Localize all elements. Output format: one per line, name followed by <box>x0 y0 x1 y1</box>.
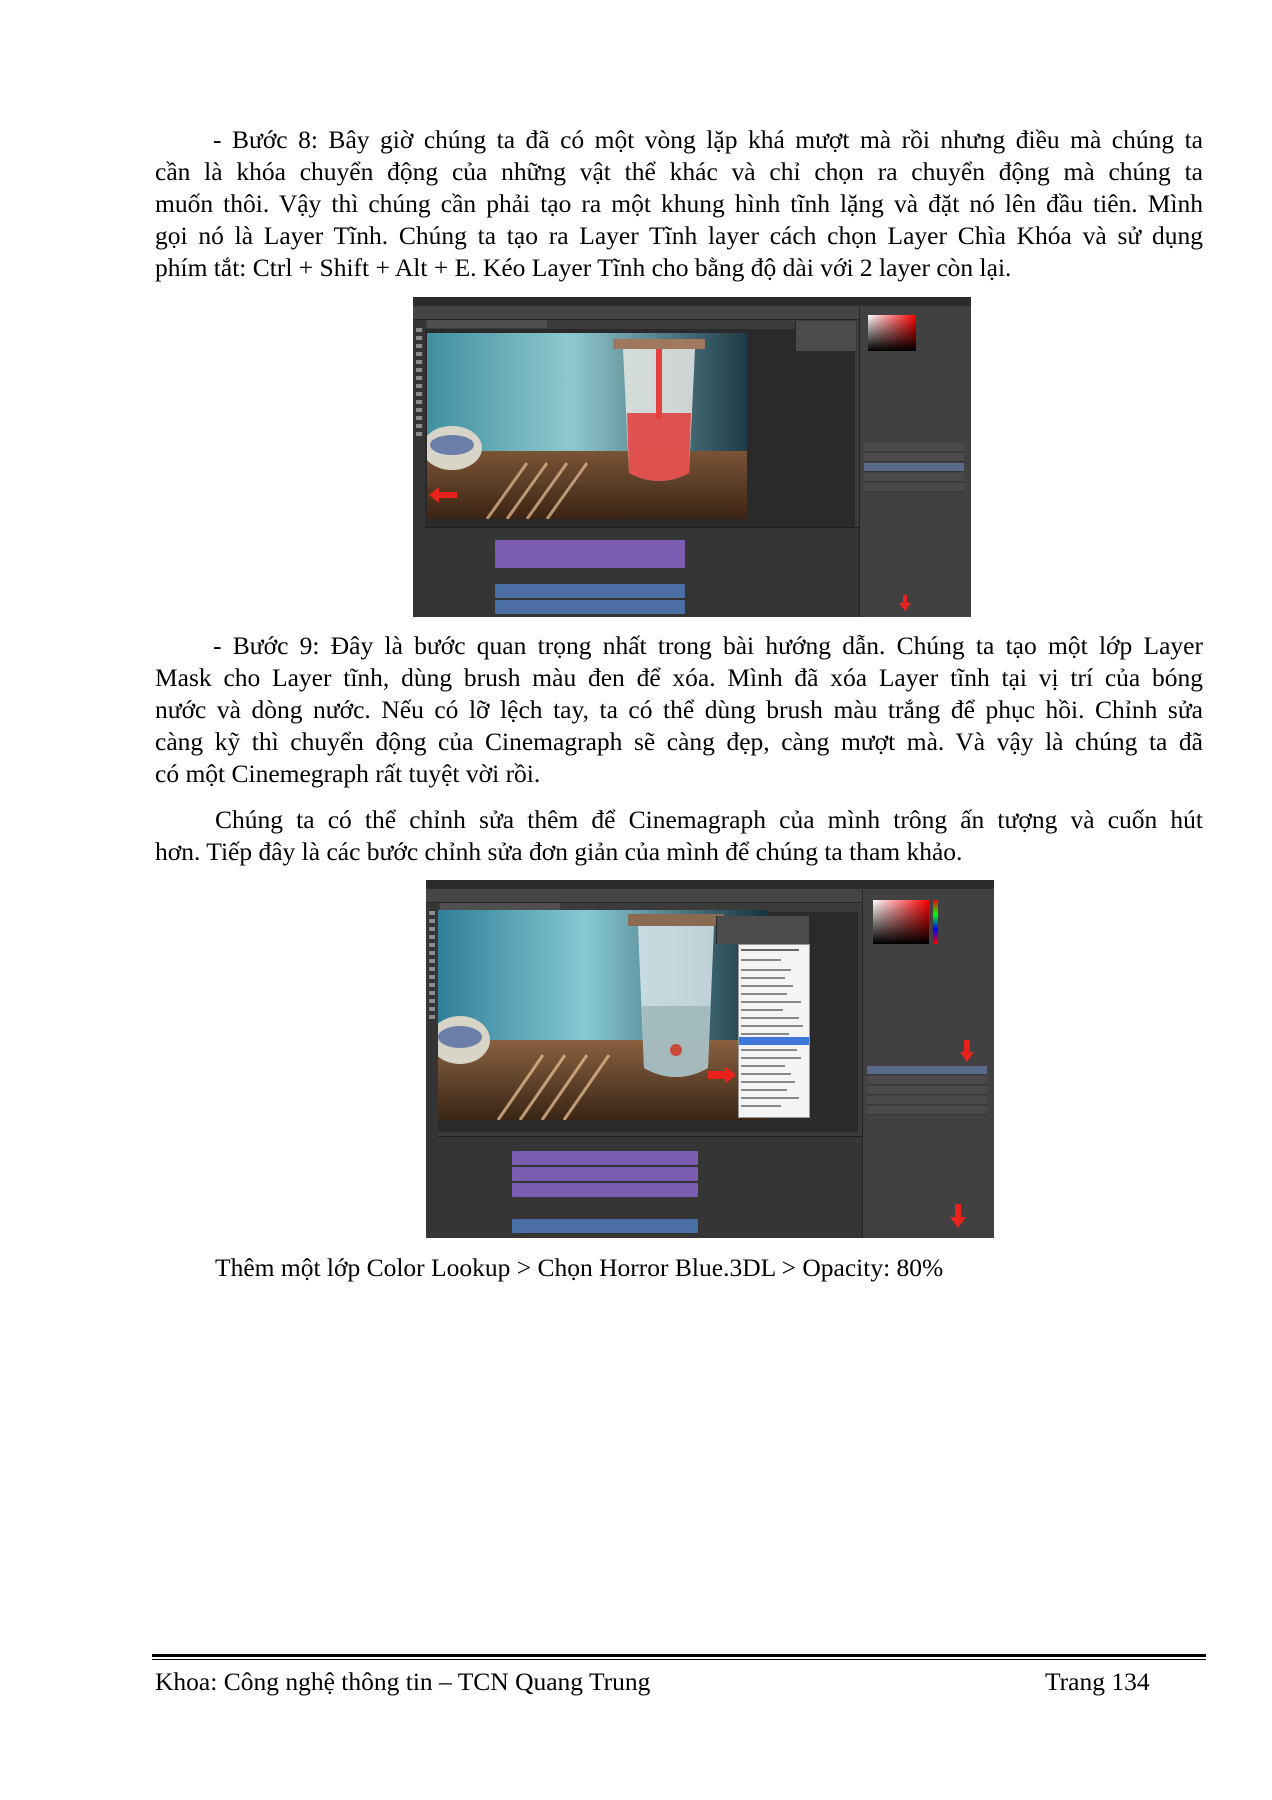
right-panel <box>862 890 994 1238</box>
properties-panel <box>716 916 809 944</box>
step8-line-2: cần là khóa chuyển động của những vật thể khác và chỉ chọn ra chuyển động mà chúng ta <box>155 157 1203 186</box>
tea-photo <box>427 333 747 519</box>
toolbox <box>426 903 438 1238</box>
step9-line-2: Mask cho Layer tĩnh, dùng brush màu đen để xóa. Mình đã xóa Layer tĩnh tại vị trí của bóng <box>155 663 1203 692</box>
track-layer-tinh <box>495 540 685 554</box>
track-layer-2 <box>512 1183 698 1197</box>
footer-rule <box>152 1654 1206 1657</box>
color-lookup-dropdown[interactable] <box>738 944 810 1118</box>
timeline-panel <box>438 1136 862 1238</box>
toolbox <box>413 320 425 617</box>
step8-line-3: muốn thôi. Vậy thì chúng cần phải tạo ra một khung hình tĩnh lặng và đặt nó lên đầu tiên. Mình <box>155 189 1203 218</box>
red-arrow-right-icon <box>708 1066 736 1084</box>
color-picker <box>863 898 994 958</box>
extra-paragraph <box>155 804 1203 868</box>
step9-line-1: - Bước 9: Đây là bước quan trọng nhất trong bài hướng dẫn. Chúng ta tạo một lớp Layer <box>213 631 1203 660</box>
track-layer-1 <box>512 1167 698 1181</box>
right-panel <box>859 307 971 617</box>
timeline-panel <box>425 527 859 617</box>
step9-line-5: có một Cinemegraph rất tuyệt vời rồi. <box>155 759 541 788</box>
step8-line-5: phím tắt: Ctrl + Shift + Alt + E. Kéo Layer Tĩnh cho bằng độ dài với 2 layer còn lại. <box>155 253 1012 282</box>
step9-line-4: càng kỹ thì chuyển động của Cinemagraph sẽ càng đẹp, càng mượt mà. Và vậy là chúng ta đã <box>155 727 1203 756</box>
footer-department: Khoa: Công nghệ thông tin – TCN Quang Trung <box>155 1667 651 1696</box>
step9-paragraph <box>155 630 1203 790</box>
footer-rule-thin <box>152 1659 1206 1660</box>
footer-page-number: Trang 134 <box>1045 1667 1150 1696</box>
step8-line-4: gọi nó là Layer Tĩnh. Chúng ta tạo ra Layer Tĩnh layer cách chọn Layer Chìa Khóa và sử dụng <box>155 221 1203 250</box>
history-panel <box>795 321 856 351</box>
document-tab <box>427 320 547 328</box>
step8-line-1: - Bước 8: Bây giờ chúng ta đã có một vòng lặp khá mượt mà rồi nhưng điều mà chúng ta <box>213 125 1203 154</box>
photo-canvas <box>427 333 747 519</box>
menu-bar <box>413 297 971 306</box>
red-arrow-bottom-icon <box>950 1204 966 1228</box>
track-color-lookup <box>512 1151 698 1165</box>
red-arrow-icon <box>429 487 457 503</box>
step8-paragraph <box>155 124 1203 284</box>
red-arrow-bottom-icon <box>899 595 911 611</box>
step9-line-3: nước và dòng nước. Nếu có lỡ lệch tay, ta có thể dùng brush màu trắng để phục hồi. Chỉnh sửa <box>155 695 1203 724</box>
color-picker <box>860 313 971 373</box>
figure-caption: Thêm một lớp Color Lookup > Chọn Horror Blue.3DL > Opacity: 80% <box>215 1253 944 1282</box>
track-video <box>495 584 685 598</box>
red-arrow-down-icon <box>960 1040 974 1062</box>
track-layer-1 <box>495 554 685 568</box>
menu-bar <box>426 880 994 889</box>
track-video-2 <box>495 600 685 614</box>
extra-line-1: Chúng ta có thể chỉnh sửa thêm để Cinemagraph của mình trông ấn tượng và cuốn hút <box>215 805 1203 834</box>
photoshop-screenshot-2 <box>426 880 994 1238</box>
photoshop-screenshot-1 <box>413 297 971 617</box>
extra-line-2: hơn. Tiếp đây là các bước chỉnh sửa đơn giản của mình để chúng ta tham khảo. <box>155 837 963 866</box>
track-video <box>512 1219 698 1233</box>
